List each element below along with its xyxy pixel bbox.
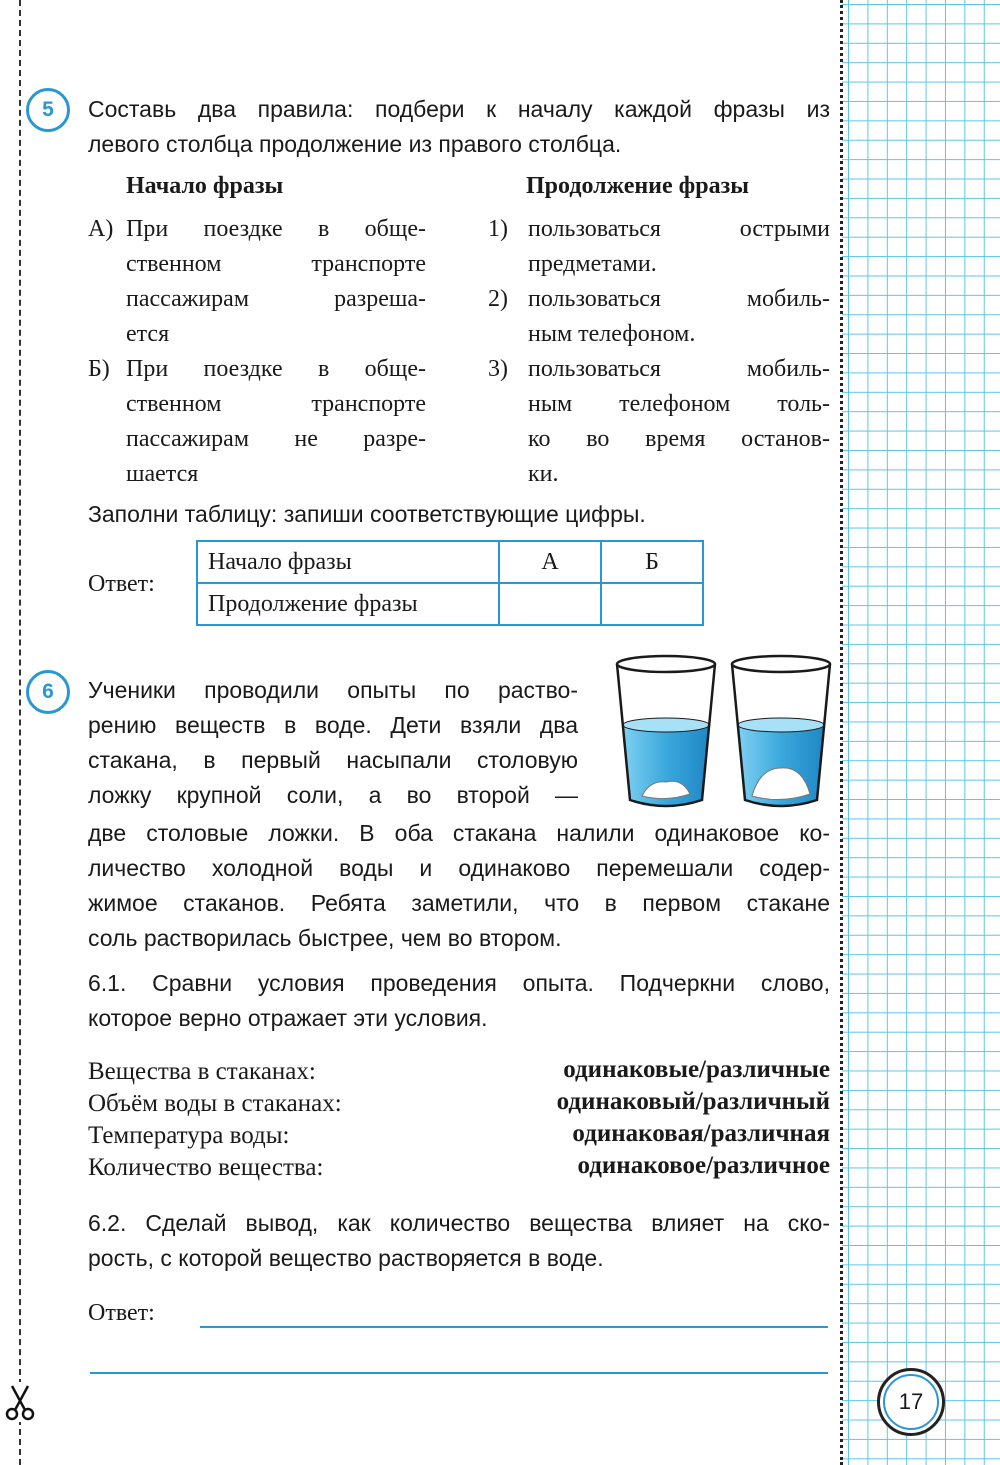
item-line: пользоваться мобиль- (528, 286, 830, 312)
table-header-b: Б (601, 541, 703, 583)
item-marker: А) (88, 216, 114, 242)
item-line: предметами. (528, 251, 657, 277)
task-6-text-line: Ученики проводили опыты по раство- (88, 677, 578, 703)
task-6-number: 6 (26, 670, 70, 714)
table-row-label: Начало фразы (197, 541, 499, 583)
left-column-header: Начало фразы (126, 173, 284, 199)
fill-table-instruction: Заполни таблицу: запиши соответствующие цифры. (88, 501, 646, 527)
right-column-header: Продолжение фразы (526, 173, 749, 199)
question-6-2-line: рость, с которой вещество растворяется в воде. (88, 1245, 604, 1271)
item-line: ным телефоном. (528, 321, 696, 347)
condition-label: Температура воды: (88, 1122, 290, 1149)
answer-line-1[interactable] (200, 1326, 828, 1328)
condition-options[interactable]: одинаковый/различный (556, 1088, 830, 1115)
item-marker: 1) (488, 216, 508, 242)
condition-options[interactable]: одинаковое/различное (577, 1152, 830, 1179)
scissors-icon (2, 1382, 38, 1422)
item-marker: 2) (488, 286, 508, 312)
table-header-a: А (499, 541, 601, 583)
page-number-badge (877, 1368, 945, 1436)
task-5-intro-line-2: левого столбца продолжение из правого столбца. (88, 131, 622, 157)
question-6-2-line: 6.2. Сделай вывод, как количество вещества влияет на ско- (88, 1210, 830, 1236)
answer-cell-a[interactable] (499, 583, 601, 625)
grid-margin (842, 0, 1000, 1465)
item-line: ственном транспорте (126, 391, 426, 417)
task-6-text-line: жимое стаканов. Ребята заметили, что в первом стакане (88, 890, 830, 916)
item-line: пассажирам не разре- (126, 426, 426, 452)
condition-options[interactable]: одинаковая/различная (572, 1120, 830, 1147)
task-5-intro-line-1: Составь два правила: подбери к началу каждой фразы из (88, 96, 830, 122)
item-marker: 3) (488, 356, 508, 382)
item-line: При поездке в обще- (126, 356, 426, 382)
cut-line (19, 0, 21, 1465)
item-line: ным телефоном толь- (528, 391, 830, 417)
item-line: пассажирам разреша- (126, 286, 426, 312)
task-6-answer-label: Ответ: (88, 1300, 155, 1326)
condition-options[interactable]: одинаковые/различные (563, 1056, 830, 1083)
two-glasses-illustration (610, 650, 835, 815)
item-line: ется (126, 321, 170, 347)
task-6-text-line: ложку крупной соли, а во второй — (88, 782, 578, 808)
item-line: ственном транспорте (126, 251, 426, 277)
answer-cell-b[interactable] (601, 583, 703, 625)
condition-label: Вещества в стаканах: (88, 1058, 316, 1085)
question-6-1-line: 6.1. Сравни условия проведения опыта. Подчеркни слово, (88, 970, 830, 996)
task-6-text-line: рению веществ в воде. Дети взяли два (88, 712, 578, 738)
grid-dotted-edge (840, 0, 843, 1465)
question-6-1-line: которое верно отражает эти условия. (88, 1005, 488, 1031)
table-row-label: Продолжение фразы (197, 583, 499, 625)
item-line: пользоваться мобиль- (528, 356, 830, 382)
glass-2 (732, 656, 830, 806)
task-6-text-line: стакана, в первый насыпали столовую (88, 747, 578, 773)
item-line: шается (126, 461, 199, 487)
glass-1 (617, 656, 715, 806)
task-6-text-line: личество холодной воды и одинаково перемешали содер- (88, 855, 830, 881)
condition-label: Объём воды в стаканах: (88, 1090, 342, 1117)
item-line: пользоваться острыми (528, 216, 830, 242)
condition-label: Количество вещества: (88, 1154, 324, 1181)
item-line: ки. (528, 461, 559, 487)
answer-line-2[interactable] (90, 1372, 828, 1374)
task-5-number: 5 (26, 88, 70, 132)
item-line: ко во время останов- (528, 426, 830, 452)
task-5-answer-label: Ответ: (88, 571, 155, 597)
item-marker: Б) (88, 356, 110, 382)
page-number: 17 (883, 1374, 939, 1430)
item-line: При поездке в обще- (126, 216, 426, 242)
task-6-text-line: соль растворилась быстрее, чем во втором. (88, 925, 562, 951)
task-6-text-line: две столовые ложки. В оба стакана налили одинаковое ко- (88, 820, 830, 846)
answer-table (196, 540, 704, 626)
